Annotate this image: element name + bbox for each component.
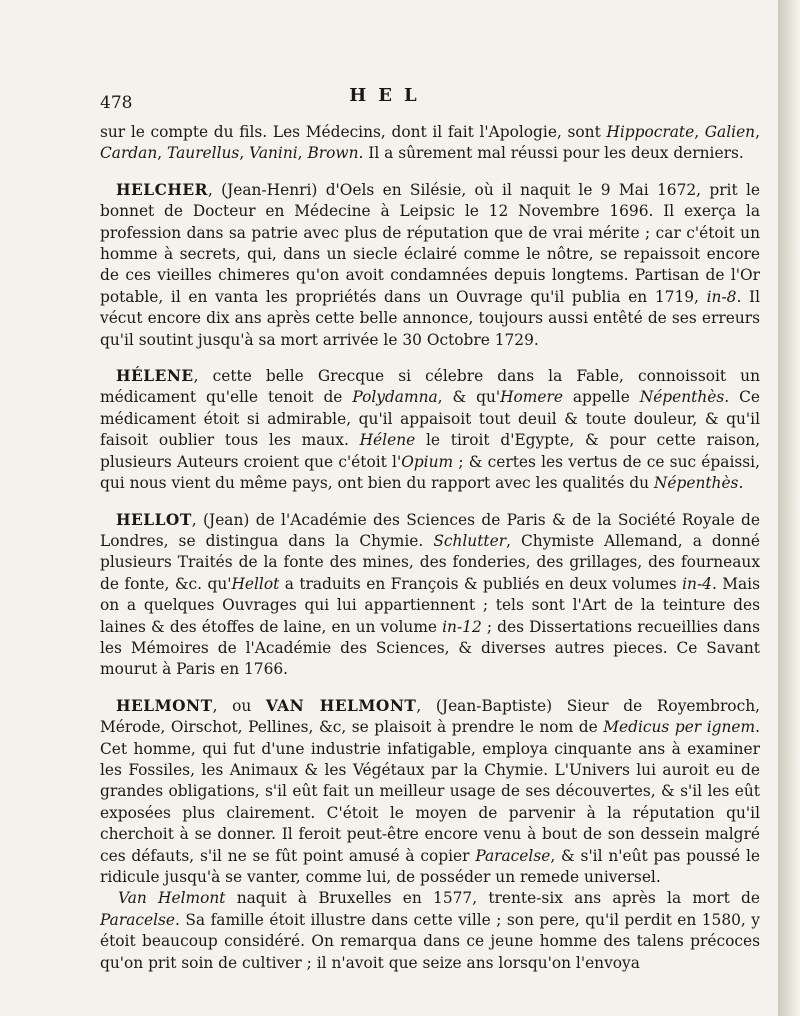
text-run: , bbox=[157, 144, 168, 163]
entry-helcher bbox=[100, 180, 760, 351]
entry-helmont bbox=[100, 696, 760, 889]
text-run: . bbox=[738, 474, 744, 493]
italic-run: Brown bbox=[307, 144, 359, 163]
italic-run: Hellot bbox=[231, 574, 280, 593]
text-run: ; & certes les vertus de ce suc épaissi, qui nous vient du même pays, ont bien du rapport avec les qualités du bbox=[100, 452, 760, 493]
italic-run: Cardan bbox=[100, 144, 158, 163]
text-run: , bbox=[694, 123, 705, 141]
text-run: , bbox=[239, 144, 250, 163]
headword: HELCHER bbox=[116, 180, 208, 199]
text-run: , (Jean) de l'Académie des Sciences de Paris & de la Société Royale de Londres, se distingua dans la Chymie. bbox=[100, 510, 760, 550]
text-run: . Sa famille étoit illustre dans cette ville ; son pere, qu'il perdit en 1580, y étoit beaucoup considéré. On remarqua dans ce jeune homme des talens précoces qu'on prit soin de cultiver ; il n'avoit que seize ans lorsqu'on l'envoya bbox=[100, 910, 760, 972]
italic-run: Schlutter bbox=[433, 531, 507, 550]
italic-run: Polydamna bbox=[352, 388, 438, 407]
text-run: , (Jean-Henri) d'Oels en Silésie, où il naquit le 9 Mai 1672, prit le bonnet de Docteur en Médecine à Leipsic le 12 Novembre 1696. Il exerça la profession dans sa patrie avec plus de réputation que de vrai mérite ; car c'étoit un homme à secrets, qui, dans un siecle éclairé comme le nôtre, se repaissoit encore de ces vieilles chimeres qu'on avoit condamnées depuis longtems. Partisan de l'Or potable, il en vanta les propriétés dans un Ouvrage qu'il publia en 1719, bbox=[100, 180, 760, 306]
text-run: le tiroit d'Egypte, & pour cette raison, plusieurs Auteurs croient que c'étoit l' bbox=[100, 431, 761, 471]
text-run: . Ce médicament étoit si admirable, qu'il appaisoit tout deuil & toute douleur, & qu'il faisoit oublier tous les maux. bbox=[100, 388, 760, 450]
italic-run: Taurellus bbox=[167, 144, 240, 163]
text-run: , & qu' bbox=[437, 388, 501, 407]
text-run: . Cet homme, qui fut d'une industrie infatigable, employa cinquante ans à examiner les Fossiles, les Animaux & les Végétaux par la Chymie. L'Univers lui auroit eu de grandes obligations, s'il eût fait un meilleur usage de ses découvertes, & s'il les eût exposées plus clairement. C'étoit le moyen de parvenir à la réputation qu'il cherchoit à se donner. Il feroit peut-être encore venu à bout de son dessein malgré ces défauts, s'il ne se fût point amusé à copier bbox=[100, 718, 760, 865]
text-run: naquit à Bruxelles en 1577, trente-six ans après la mort de bbox=[225, 889, 760, 908]
italic-run: Galien bbox=[704, 123, 756, 141]
text-run: , (Jean-Baptiste) Sieur de Royembroch, Mérode, Oirschot, Pellines, &c, se plaisoit à prendre le nom de bbox=[100, 696, 760, 737]
entry-hellot bbox=[100, 510, 760, 681]
text-run: appelle bbox=[562, 388, 640, 407]
text-run: ; des Dissertations recueillies dans les Mémoires de l'Académie des Sciences, & diverses autres pieces. Ce Savant mourut à Paris en 1766. bbox=[100, 617, 760, 679]
running-head: HEL bbox=[349, 85, 429, 106]
italic-run: Vanini bbox=[249, 144, 298, 163]
text-run: , bbox=[297, 144, 308, 163]
text-run: a traduits en François & publiés en deux volumes bbox=[279, 574, 683, 593]
entry-helene bbox=[100, 366, 760, 494]
italic-run: Hippocrate bbox=[606, 123, 695, 141]
entry-p0 bbox=[100, 122, 760, 165]
entry-helmont2 bbox=[100, 888, 760, 974]
headword: HÉLENE bbox=[116, 367, 194, 386]
page-number: 478 bbox=[100, 93, 133, 113]
body-text bbox=[100, 122, 760, 974]
italic-run: Népenthès bbox=[639, 388, 725, 407]
italic-run: Népenthès bbox=[653, 474, 739, 493]
text-run: . Il vécut encore dix ans après cette belle annonce, toujours aussi entêté de ses erreurs qu'il soutint jusqu'à sa mort arrivée le 30 Octobre 1729. bbox=[100, 287, 760, 349]
text-run: . Il a sûrement mal réussi pour les deux derniers. bbox=[358, 144, 744, 163]
text-run: sur le compte du fils. Les Médecins, dont il fait l'Apologie, sont bbox=[100, 123, 607, 141]
headword: HELMONT bbox=[116, 696, 213, 715]
text-run: , bbox=[755, 123, 760, 141]
italic-run: in-8 bbox=[706, 287, 737, 306]
text-run: , cette belle Grecque si célebre dans la Fable, connoissoit un médicament qu'elle tenoit de bbox=[100, 367, 760, 407]
headword: VAN HELMONT bbox=[265, 696, 417, 715]
italic-run: Opium bbox=[401, 452, 454, 471]
italic-run: Medicus per ignem bbox=[603, 718, 756, 737]
italic-run: in-12 bbox=[442, 617, 482, 636]
italic-run: Van Helmont bbox=[118, 889, 226, 908]
text-run: . Mais on a quelques Ouvrages qui lui appartiennent ; tels sont l'Art de la teinture des laines & des étoffes de laine, en un volume bbox=[100, 574, 760, 636]
text-run: , Chymiste Allemand, a donné plusieurs Traités de la fonte des mines, des fonderies, des grillages, des fourneaux de fonte, &c. qu' bbox=[100, 531, 760, 593]
italic-run: Homere bbox=[500, 388, 563, 407]
italic-run: Paracelse bbox=[475, 846, 551, 865]
headword: HELLOT bbox=[116, 510, 192, 529]
text-run: , ou bbox=[212, 696, 266, 715]
italic-run: Paracelse bbox=[100, 910, 176, 929]
text-run: , & s'il n'eût pas poussé le ridicule jusqu'à se vanter, comme lui, de posséder un remede universel. bbox=[100, 846, 760, 886]
italic-run: in-4 bbox=[682, 574, 712, 593]
page-edge-shadow bbox=[778, 0, 800, 1016]
italic-run: Hélene bbox=[359, 431, 416, 450]
